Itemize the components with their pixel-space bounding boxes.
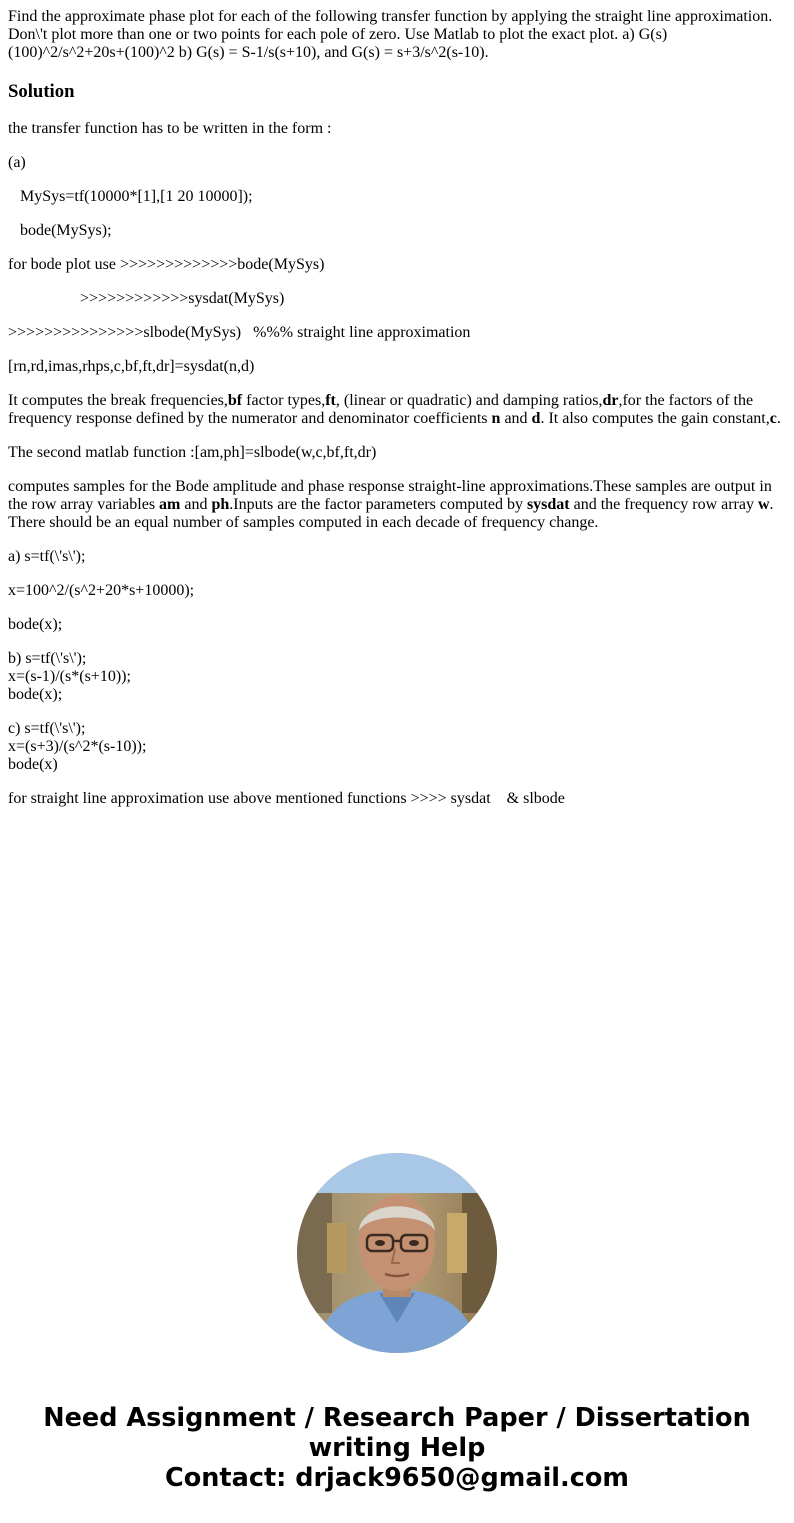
portrait-image	[297, 1153, 497, 1353]
code-b-line1: b) s=tf(\'s\');	[8, 650, 87, 667]
code-c-line3: bode(x)	[8, 756, 58, 773]
part-a-label: (a)	[8, 154, 26, 171]
code-a-line3: bode(x);	[8, 616, 63, 633]
code-b-block	[8, 650, 786, 704]
code-c-block	[8, 720, 786, 774]
question-text: Find the approximate phase plot for each of the following transfer function by applying the straight line approximation. Don\'t plot more than one or two points for each pole of zero. Use Matlab to plot the exact plot. a) G(s) (100)^2/s^2+20s+(100)^2 b) G(s) = S-1/s(s+10), and G(s) = s+3/s^2(s-10).	[8, 8, 773, 61]
bode-plot-use-line: for bode plot use >>>>>>>>>>>>>bode(MySys)	[8, 256, 325, 273]
code-a-line1: a) s=tf(\'s\');	[8, 548, 86, 565]
slbode-call-line: >>>>>>>>>>>>>>>slbode(MySys) %%% straight line approximation	[8, 324, 471, 341]
second-function-line: The second matlab function :[am,ph]=slbode(w,c,bf,ft,dr)	[8, 444, 377, 461]
code-a-line2: x=100^2/(s^2+20*s+10000);	[8, 582, 195, 599]
footer-contact: Contact: drjack9650@gmail.com	[165, 1463, 629, 1493]
document-body	[8, 8, 786, 824]
code-b-line3: bode(x);	[8, 686, 63, 703]
code-b-line2: x=(s-1)/(s*(s+10));	[8, 668, 131, 685]
break-frequency-paragraph: It computes the break frequencies,bf factor types,ft, (linear or quadratic) and damping ratios,dr,for the factors of the frequency response defined by the numerator and denominator coefficients n and d. It also computes the gain constant,c.	[8, 392, 781, 427]
solution-heading: Solution	[8, 81, 75, 102]
mysys-code: MySys=tf(10000*[1],[1 20 10000]);	[8, 188, 253, 205]
footer-banner	[0, 1403, 794, 1493]
footer-line-1: Need Assignment / Research Paper / Dissertation	[43, 1403, 751, 1433]
footer-line-2: writing Help	[308, 1433, 486, 1463]
author-avatar	[297, 1153, 497, 1353]
sysdat-signature: [rn,rd,imas,rhps,c,bf,ft,dr]=sysdat(n,d)	[8, 358, 255, 375]
closing-line: for straight line approximation use above mentioned functions >>>> sysdat & slbode	[8, 790, 565, 807]
code-c-line2: x=(s+3)/(s^2*(s-10));	[8, 738, 147, 755]
intro-line: the transfer function has to be written in the form :	[8, 120, 332, 137]
sysdat-call-line: >>>>>>>>>>>>sysdat(MySys)	[8, 290, 285, 307]
samples-paragraph: computes samples for the Bode amplitude and phase response straight-line approximations.These samples are output in the row array variables am and ph.Inputs are the factor parameters computed by sysdat and the frequency row array w. There should be an equal number of samples computed in each decade of frequency change.	[8, 478, 774, 531]
bode-mysys-code: bode(MySys);	[8, 222, 112, 239]
code-c-line1: c) s=tf(\'s\');	[8, 720, 86, 737]
